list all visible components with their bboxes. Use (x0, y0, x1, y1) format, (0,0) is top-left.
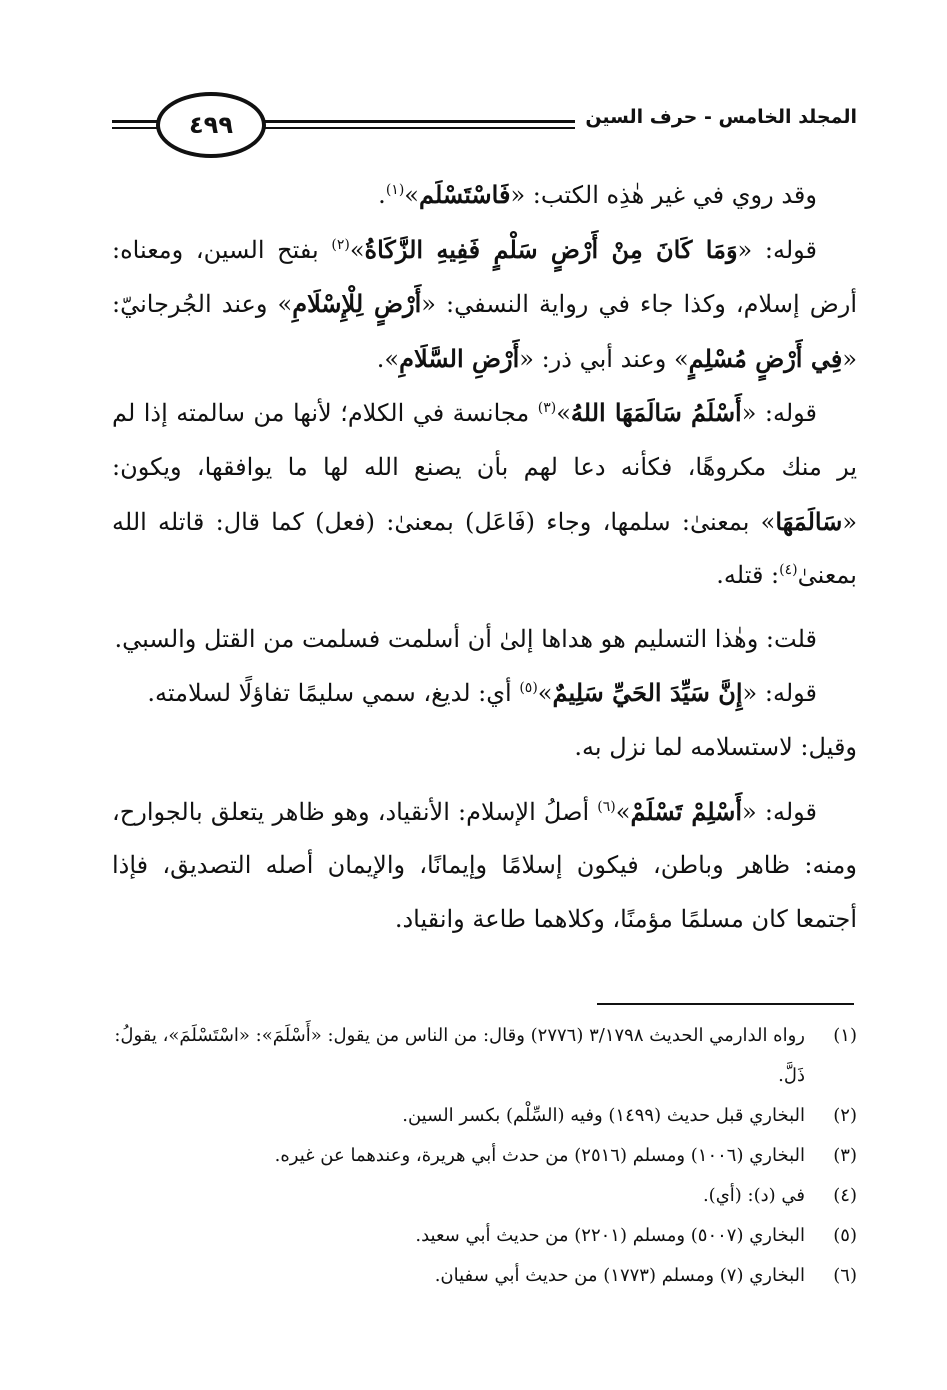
footnote-number: (٣) (833, 1145, 857, 1166)
footnote-number: (٦) (833, 1265, 857, 1286)
text-run: . (378, 181, 386, 209)
page-number-badge (156, 92, 266, 158)
text-run: أصلُ الإسلام: الأنقياد، وهو ظاهر يتعلق بالجوارح، ومنه: ظاهر وباطن، فيكون إسلامًا وإيمانًا، والإيمان أصله التصديق، فإذا أجتمعا كان مسلمًا مؤمنًا، وكلاهما طاعة وانقياد. (112, 797, 857, 933)
quoted-phrase: أَرْضٍ لِلْإِسْلَامِ (292, 289, 422, 319)
footnote-item (112, 1096, 857, 1136)
paragraph-3 (112, 386, 857, 602)
footnote-number: (١) (833, 1025, 857, 1046)
paragraph-5 (112, 666, 857, 721)
text-run: قوله: « (742, 679, 817, 708)
paragraph-2 (112, 223, 857, 387)
quoted-phrase: فَاسْتَسْلَم (418, 180, 511, 209)
paragraph-7 (112, 785, 857, 947)
quoted-phrase: فِي أَرْضٍ مُسْلِمٍ (688, 343, 843, 373)
footnote-text: في (د): (أي). (702, 1185, 805, 1206)
text-run: قوله: « (741, 399, 818, 428)
footnote-item (112, 1136, 857, 1176)
page-number: ٤٩٩ (189, 111, 233, 139)
text-run: » (615, 797, 631, 826)
text-run: وقد روي في غير هٰذِه الكتب: « (510, 181, 817, 209)
footnote-ref[interactable]: (٤) (779, 562, 798, 579)
paragraph-4: قلت: وهٰذا التسليم هو هداها إلىٰ أن أسلمت فسلمت من القتل والسبي. (114, 624, 817, 653)
quoted-phrase: وَمَا كَانَ مِنْ أَرْضٍ سَلْمٍ فَفِيهِ الزَّكَاةُ (364, 234, 738, 264)
running-head: المجلد الخامس - حرف السين (575, 104, 857, 130)
quoted-phrase: سَالَمَهَا (775, 506, 843, 536)
paragraph-1 (112, 168, 857, 223)
footnote-text: رواه الدارمي الحديث ٣/١٧٩٨ (٢٧٧٦) وقال: من الناس من يقول: «أَسْلَمَ»: «اسْتَسْلَمَ»، يقولُ: ذَلَّ. (114, 1025, 805, 1086)
footnote-ref[interactable]: (٢) (331, 236, 350, 253)
footnote-ref[interactable]: (٥) (519, 680, 538, 697)
footnote-separator (597, 1003, 854, 1005)
text-run: بفتح السين، ومعناه: أرض إسلام، وكذا جاء في رواية النسفي: « (112, 235, 857, 319)
quoted-phrase: أَرْضِ السَّلَامِ (399, 343, 520, 373)
text-run: » (556, 399, 571, 428)
footnote-item (112, 1016, 857, 1096)
footnote-number: (٤) (833, 1185, 857, 1206)
text-run: قوله: « (737, 235, 818, 264)
main-text (112, 168, 857, 946)
quoted-phrase: أَسْلِمْ تَسْلَمْ (630, 796, 743, 826)
footnote-text: البخاري (١٠٠٦) ومسلم (٢٥١٦) من حدث أبي هريرة، وعندهما عن غيره. (274, 1145, 805, 1166)
text-run: » (537, 679, 553, 708)
footnote-text: البخاري قبل حديث (١٤٩٩) وفيه (السِّلْم) بكسر السين. (402, 1105, 805, 1126)
paragraph-6: وقيل: لاستسلامه لما نزل به. (574, 732, 857, 761)
text-run: أي: لديغ، سمي سليمًا تفاؤلًا لسلامته. (147, 679, 520, 708)
footnote-item (112, 1176, 857, 1216)
text-run: » (349, 235, 365, 264)
footnote-item (112, 1216, 857, 1256)
footnote-ref[interactable]: (٦) (597, 798, 616, 815)
text-run: » وعند الجُرجانيّ: « (112, 290, 857, 373)
text-run: قوله: « (742, 797, 818, 826)
footnotes (112, 1016, 857, 1296)
text-run: » بمعنىٰ: سلمها، وجاء (فَاعَل) بمعنىٰ: (فعل) كما قال: قاتله الله بمعنىٰ (112, 507, 857, 590)
footnote-item (112, 1256, 857, 1296)
footnote-ref[interactable]: (١) (385, 182, 405, 198)
text-run: » (404, 181, 419, 209)
text-run: مجانسة في الكلام؛ لأنها من سالمته إذا لم ير منك مكروهًا، فكأنه دعا لهم بأن يصنع الله لها ما يوافقها، ويكون: « (112, 399, 857, 536)
quoted-phrase: إِنَّ سَيِّدَ الحَيِّ سَلِيمٌ (552, 678, 743, 708)
footnote-text: البخاري (٧) ومسلم (١٧٧٣) من حديث أبي سفيان. (434, 1265, 805, 1286)
footnote-number: (٥) (833, 1225, 857, 1246)
footnote-ref[interactable]: (٣) (537, 400, 557, 417)
page-header (112, 92, 857, 164)
text-run: : قتله. (716, 561, 780, 590)
text-run: » وعند أبي ذر: « (519, 344, 689, 373)
footnote-number: (٢) (833, 1105, 857, 1126)
footnote-text: البخاري (٥٠٠٧) ومسلم (٢٢٠١) من حديث أبي سعيد. (415, 1225, 805, 1246)
text-run: ». (376, 344, 400, 373)
quoted-phrase: أَسْلَمُ سَالَمَهَا اللهُ (570, 398, 742, 428)
